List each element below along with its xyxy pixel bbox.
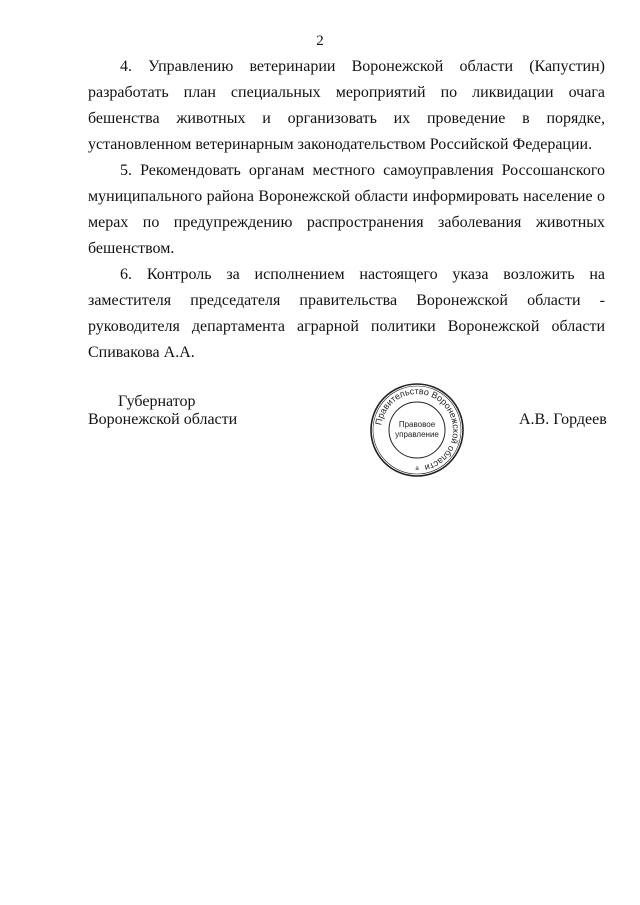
paragraph-item-5: 5. Рекомендовать органам местного самоуправления Россошанского муниципального района Воронежской области информировать население о мерах по предупреждению распространения заболевания животных бешенством. <box>88 162 605 257</box>
signatory-title <box>88 393 237 429</box>
signatory-name: А.В. Гордеев <box>519 411 607 428</box>
signatory-title-line2: Воронежской области <box>88 411 238 428</box>
stamp-ring-textpath: Правительство Воронежской области <box>373 385 462 474</box>
stamp-center-line1: Правовое <box>398 420 436 429</box>
signatory-title-line1: Губернатор <box>118 393 196 410</box>
official-stamp <box>369 382 465 478</box>
paragraph-item-4: 4. Управлению ветеринарии Воронежской области (Капустин) разработать план специальных мероприятий по ликвидации очага бешенства животных и организовать их проведение в порядке, установленном ветеринарным законодательством Российской Федерации. <box>88 58 605 153</box>
paragraph-item-6: 6. Контроль за исполнением настоящего указа возложить на заместителя председателя правительства Воронежской области - руководителя департамента аграрной политики Воронежской области Спивакова А.А. <box>88 266 605 361</box>
page-number: 2 <box>316 33 324 49</box>
stamp-center-line2: управление <box>395 430 439 439</box>
stamp-mark: а <box>415 466 419 472</box>
